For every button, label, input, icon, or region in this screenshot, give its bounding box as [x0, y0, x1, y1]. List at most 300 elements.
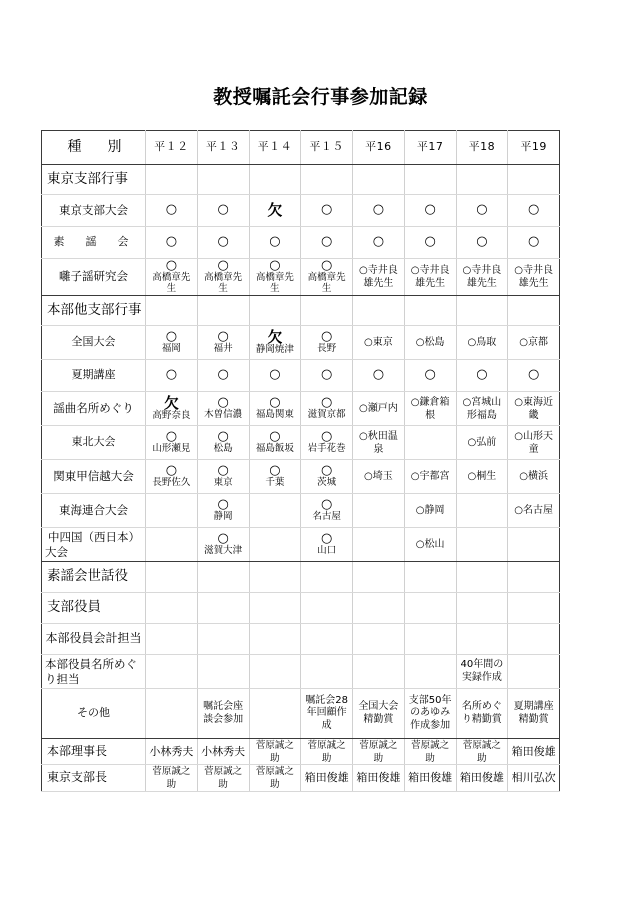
attended-mark: ○	[320, 395, 333, 411]
attendance-entry: ○秋田温泉	[359, 430, 398, 455]
record-cell	[197, 494, 249, 528]
attended-mark: ○	[320, 234, 333, 250]
record-cell	[456, 739, 508, 765]
cell-subtext: 静岡	[213, 511, 233, 523]
attendance-entry: ○京都	[519, 337, 548, 349]
record-cell	[249, 360, 301, 392]
record-cell	[146, 765, 198, 791]
record-cell	[456, 655, 508, 689]
attended-mark: ○	[217, 258, 229, 273]
record-cell	[301, 426, 353, 460]
person-name: 箱田俊雄	[304, 771, 349, 785]
record-cell	[404, 593, 456, 624]
record-cell	[404, 195, 456, 227]
row-label: 夏期講座	[42, 360, 146, 392]
attended-mark: ○	[320, 258, 333, 273]
attendance-entry: ○東京	[364, 337, 393, 349]
record-cell	[508, 765, 560, 791]
row-label: 東京支部行事	[42, 165, 146, 195]
note-text: 夏期講座精勤賞	[513, 701, 554, 725]
record-cell	[197, 227, 249, 259]
record-cell	[146, 562, 198, 593]
attendance-entry: ○宇都宮	[410, 471, 450, 483]
record-cell	[146, 494, 198, 528]
row-label: 東京支部大会	[42, 195, 146, 227]
attended-mark: ○	[269, 429, 281, 445]
attended-mark: ○	[476, 202, 488, 218]
cell-subtext: 高橋章先生	[152, 272, 191, 295]
record-cell	[146, 739, 198, 765]
table-header-row	[42, 131, 560, 165]
attendance-entry: ○松山	[415, 539, 445, 551]
record-cell	[301, 326, 353, 360]
cell-subtext: 滋賀大津	[204, 545, 243, 557]
record-cell	[353, 689, 405, 739]
table-row	[42, 655, 560, 689]
record-cell	[146, 326, 198, 360]
record-cell	[404, 494, 456, 528]
attended-mark: ○	[217, 202, 229, 218]
record-cell	[508, 739, 560, 765]
record-cell	[508, 227, 560, 259]
year-column-header: 平１２	[146, 131, 198, 165]
record-cell	[249, 494, 301, 528]
record-cell	[456, 259, 508, 296]
page-title: 教授嘱託会行事参加記録	[213, 86, 428, 108]
record-cell	[404, 460, 456, 494]
table-row	[42, 259, 560, 296]
record-cell	[146, 195, 198, 227]
record-cell	[508, 165, 560, 195]
record-cell	[508, 460, 560, 494]
cell-subtext: 木曽信濃	[204, 409, 243, 421]
row-label: 本部他支部行事	[42, 296, 146, 326]
record-cell	[249, 460, 301, 494]
record-cell	[146, 296, 198, 326]
row-label: 東北大会	[42, 426, 146, 460]
note-text: 嘱託会座談会参加	[203, 701, 244, 725]
row-label-line2: 大会	[45, 544, 68, 559]
person-name: 箱田俊雄	[459, 771, 504, 785]
record-cell	[353, 296, 405, 326]
person-name: 菅原誠之助	[462, 740, 501, 764]
record-cell	[404, 326, 456, 360]
attended-mark: ○	[165, 258, 178, 273]
table-row	[42, 360, 560, 392]
record-cell	[197, 655, 249, 689]
attendance-entry: ○寺井良雄先生	[462, 265, 502, 290]
attendance-entry: ○鳥取	[467, 337, 497, 349]
record-cell	[456, 528, 508, 562]
record-cell	[404, 296, 456, 326]
attended-mark: ○	[320, 329, 333, 345]
attended-mark: ○	[320, 367, 333, 383]
record-cell	[353, 165, 405, 195]
cell-subtext: 山形瀬見	[152, 443, 191, 455]
cell-subtext: 千葉	[265, 477, 285, 489]
record-cell	[249, 426, 301, 460]
attended-mark: ○	[165, 329, 178, 345]
record-cell	[249, 528, 301, 562]
cell-subtext: 長野	[317, 343, 337, 355]
person-name: 菅原誠之助	[255, 740, 294, 764]
person-name: 小林秀夫	[149, 744, 194, 758]
record-cell	[301, 460, 353, 494]
row-label: 東海連合大会	[42, 494, 146, 528]
record-cell	[249, 655, 301, 689]
attended-mark: ○	[269, 395, 281, 411]
attended-mark: ○	[217, 497, 229, 513]
row-label	[42, 655, 146, 689]
record-cell	[404, 528, 456, 562]
table-row	[42, 326, 560, 360]
cell-subtext: 名古屋	[312, 511, 341, 523]
cell-subtext: 長野佐久	[152, 477, 191, 489]
record-cell	[301, 739, 353, 765]
record-cell	[456, 360, 508, 392]
record-cell	[508, 494, 560, 528]
record-cell	[197, 689, 249, 739]
attendance-entry: ○鎌倉箱根	[410, 396, 450, 421]
cell-subtext: 高野奈良	[152, 410, 191, 422]
record-cell	[353, 593, 405, 624]
record-cell	[249, 165, 301, 195]
person-name: 菅原誠之助	[359, 740, 398, 764]
attendance-entry: ○弘前	[467, 437, 497, 449]
record-cell	[456, 689, 508, 739]
record-cell	[301, 360, 353, 392]
record-cell	[456, 296, 508, 326]
cell-subtext: 岩手花巻	[307, 443, 346, 455]
person-name: 箱田俊雄	[511, 744, 556, 758]
record-cell	[508, 426, 560, 460]
cell-subtext: 静岡焼津	[255, 344, 294, 356]
record-cell	[508, 392, 560, 426]
record-cell	[508, 259, 560, 296]
record-cell	[249, 593, 301, 624]
attended-mark: ○	[165, 429, 178, 445]
record-cell	[508, 593, 560, 624]
record-cell	[301, 562, 353, 593]
attendance-entry: ○横浜	[519, 471, 548, 483]
record-cell	[249, 765, 301, 791]
record-cell	[197, 765, 249, 791]
record-cell	[301, 259, 353, 296]
record-cell	[404, 360, 456, 392]
row-label	[42, 528, 146, 562]
record-cell	[353, 624, 405, 655]
record-cell	[249, 624, 301, 655]
record-cell	[404, 227, 456, 259]
record-cell	[197, 360, 249, 392]
label-column-header: 種 別	[42, 131, 146, 165]
participation-record-table	[41, 130, 560, 792]
record-cell	[197, 426, 249, 460]
record-cell	[146, 655, 198, 689]
table-row	[42, 195, 560, 227]
row-label-line2: り担当	[45, 671, 80, 686]
record-cell	[404, 259, 456, 296]
record-cell	[508, 689, 560, 739]
attendance-entry: ○埼玉	[364, 471, 393, 483]
record-cell	[404, 689, 456, 739]
record-cell	[353, 765, 405, 791]
row-label: 支部役員	[42, 593, 146, 624]
year-column-header: 平１３	[197, 131, 249, 165]
record-cell	[146, 227, 198, 259]
attended-mark: ○	[165, 463, 178, 479]
table-row	[42, 528, 560, 562]
record-cell	[404, 426, 456, 460]
record-cell	[249, 689, 301, 739]
attendance-entry: ○名古屋	[514, 505, 553, 517]
attended-mark: ○	[476, 234, 488, 250]
attended-mark: ○	[269, 367, 281, 383]
absent-mark: 欠	[163, 393, 179, 412]
record-cell	[508, 296, 560, 326]
record-cell	[197, 195, 249, 227]
record-cell	[456, 392, 508, 426]
row-label: 素謡会世話役	[42, 562, 146, 593]
attendance-entry: ○寺井良雄先生	[359, 265, 398, 290]
table-row	[42, 227, 560, 259]
table-body	[42, 131, 560, 792]
year-column-header: 平１５	[301, 131, 353, 165]
record-cell	[353, 195, 405, 227]
attended-mark: ○	[269, 463, 281, 479]
year-column-header: 平16	[353, 131, 405, 165]
attended-mark: ○	[217, 329, 229, 345]
table-row	[42, 460, 560, 494]
note-text: 全国大会精勤賞	[358, 701, 399, 725]
record-cell	[508, 528, 560, 562]
record-cell	[353, 392, 405, 426]
record-cell	[508, 562, 560, 593]
table-row	[42, 765, 560, 791]
attended-mark: ○	[165, 202, 178, 218]
cell-subtext: 高橋章先生	[255, 272, 294, 295]
attended-mark: ○	[320, 202, 333, 218]
record-cell	[456, 227, 508, 259]
person-name: 箱田俊雄	[408, 771, 453, 785]
record-cell	[456, 765, 508, 791]
attended-mark: ○	[372, 234, 385, 250]
record-cell	[456, 494, 508, 528]
note-text: 名所めぐり精勤賞	[461, 701, 502, 725]
record-cell	[197, 165, 249, 195]
record-cell	[197, 326, 249, 360]
row-label: 囃子謡研究会	[42, 259, 146, 296]
record-cell	[197, 739, 249, 765]
table-row	[42, 296, 560, 326]
record-cell	[508, 655, 560, 689]
table-row	[42, 624, 560, 655]
record-cell	[146, 624, 198, 655]
record-cell	[353, 655, 405, 689]
record-cell	[456, 562, 508, 593]
attended-mark: ○	[476, 367, 488, 383]
cell-subtext: 東京	[213, 477, 233, 489]
record-cell	[301, 624, 353, 655]
absent-mark: 欠	[267, 201, 283, 220]
participation-record-table-wrap	[41, 130, 559, 792]
row-label-line1: 本部役員名所めぐ	[45, 657, 137, 672]
absent-mark: 欠	[267, 327, 283, 346]
cell-subtext: 茨城	[317, 477, 337, 489]
record-cell	[456, 326, 508, 360]
record-cell	[404, 765, 456, 791]
attendance-entry: ○東海近畿	[514, 396, 553, 421]
record-cell	[508, 326, 560, 360]
record-cell	[404, 655, 456, 689]
table-row	[42, 689, 560, 739]
record-cell	[197, 296, 249, 326]
record-cell	[508, 360, 560, 392]
attended-mark: ○	[165, 367, 178, 383]
attended-mark: ○	[527, 367, 540, 383]
attendance-entry: ○松島	[415, 337, 445, 349]
record-cell	[197, 562, 249, 593]
record-cell	[249, 392, 301, 426]
record-cell	[404, 624, 456, 655]
attendance-entry: ○寺井良雄先生	[410, 265, 450, 290]
row-label: 本部役員会計担当	[42, 624, 146, 655]
record-cell	[197, 460, 249, 494]
table-row	[42, 494, 560, 528]
record-cell	[146, 259, 198, 296]
record-cell	[301, 165, 353, 195]
record-cell	[353, 360, 405, 392]
attended-mark: ○	[217, 463, 229, 479]
record-cell	[353, 494, 405, 528]
row-label: 東京支部長	[42, 765, 146, 791]
record-cell	[301, 528, 353, 562]
record-cell	[353, 460, 405, 494]
record-cell	[508, 624, 560, 655]
record-cell	[456, 593, 508, 624]
attended-mark: ○	[372, 202, 385, 218]
record-cell	[456, 165, 508, 195]
note-text: 40年間の実録作成	[460, 659, 504, 683]
row-label: 関東甲信越大会	[42, 460, 146, 494]
person-name: 小林秀夫	[201, 744, 246, 758]
record-cell	[456, 460, 508, 494]
attended-mark: ○	[217, 395, 229, 411]
person-name: 菅原誠之助	[152, 766, 191, 791]
attended-mark: ○	[269, 234, 281, 250]
attended-mark: ○	[424, 367, 436, 383]
attended-mark: ○	[217, 531, 229, 547]
cell-subtext: 福島関東	[255, 409, 294, 421]
record-cell	[301, 494, 353, 528]
record-cell	[146, 593, 198, 624]
attended-mark: ○	[320, 497, 333, 513]
cell-subtext: 福井	[213, 343, 233, 355]
cell-subtext: 松島	[213, 443, 233, 455]
person-name: 箱田俊雄	[356, 771, 401, 785]
person-name: 相川弘次	[511, 771, 556, 785]
record-cell	[301, 296, 353, 326]
row-label-line1: 中四国（西日本）	[48, 530, 140, 545]
attended-mark: ○	[217, 367, 229, 383]
record-cell	[353, 528, 405, 562]
row-label: 本部理事長	[42, 739, 146, 765]
record-cell	[249, 296, 301, 326]
cell-subtext: 山口	[317, 545, 337, 557]
record-cell	[456, 195, 508, 227]
attended-mark: ○	[269, 258, 281, 273]
attended-mark: ○	[320, 463, 333, 479]
record-cell	[249, 739, 301, 765]
record-cell	[301, 195, 353, 227]
record-cell	[353, 562, 405, 593]
row-label: 素 謡 会	[42, 227, 146, 259]
record-cell	[249, 259, 301, 296]
record-cell	[301, 593, 353, 624]
attended-mark: ○	[372, 367, 385, 383]
note-text: 嘱託会28年回顧作成	[305, 694, 348, 731]
year-column-header: 平19	[508, 131, 560, 165]
record-cell	[197, 624, 249, 655]
row-label: 謡曲名所めぐり	[42, 392, 146, 426]
year-column-header: 平17	[404, 131, 456, 165]
attended-mark: ○	[320, 429, 333, 445]
record-cell	[404, 165, 456, 195]
table-row	[42, 739, 560, 765]
attendance-entry: ○宮城山形福島	[462, 396, 502, 421]
attendance-entry: ○桐生	[467, 471, 497, 483]
year-column-header: 平１４	[249, 131, 301, 165]
record-cell	[197, 392, 249, 426]
record-cell	[456, 624, 508, 655]
record-cell	[146, 689, 198, 739]
attendance-entry: ○静岡	[415, 505, 445, 517]
record-cell	[353, 739, 405, 765]
attendance-entry: ○寺井良雄先生	[514, 265, 553, 290]
record-cell	[249, 326, 301, 360]
table-row	[42, 392, 560, 426]
record-cell	[146, 360, 198, 392]
cell-subtext: 福岡	[161, 343, 181, 355]
record-cell	[301, 655, 353, 689]
person-name: 菅原誠之助	[255, 766, 294, 791]
attended-mark: ○	[424, 234, 436, 250]
record-cell	[146, 528, 198, 562]
record-cell	[197, 593, 249, 624]
cell-subtext: 福島飯坂	[255, 443, 294, 455]
record-cell	[249, 195, 301, 227]
person-name: 菅原誠之助	[204, 766, 243, 791]
attended-mark: ○	[527, 234, 540, 250]
attendance-entry: ○山形天童	[514, 430, 553, 455]
note-text: 支部50年のあゆみ作成参加	[408, 694, 452, 731]
record-cell	[249, 562, 301, 593]
record-cell	[249, 227, 301, 259]
year-column-header: 平18	[456, 131, 508, 165]
record-cell	[508, 195, 560, 227]
record-cell	[301, 765, 353, 791]
table-row	[42, 165, 560, 195]
record-cell	[146, 392, 198, 426]
record-cell	[301, 392, 353, 426]
attended-mark: ○	[217, 234, 229, 250]
row-label: その他	[42, 689, 146, 739]
record-cell	[353, 326, 405, 360]
person-name: 菅原誠之助	[307, 740, 346, 764]
attended-mark: ○	[424, 202, 436, 218]
record-cell	[197, 528, 249, 562]
attendance-entry: ○瀬戸内	[359, 403, 398, 415]
